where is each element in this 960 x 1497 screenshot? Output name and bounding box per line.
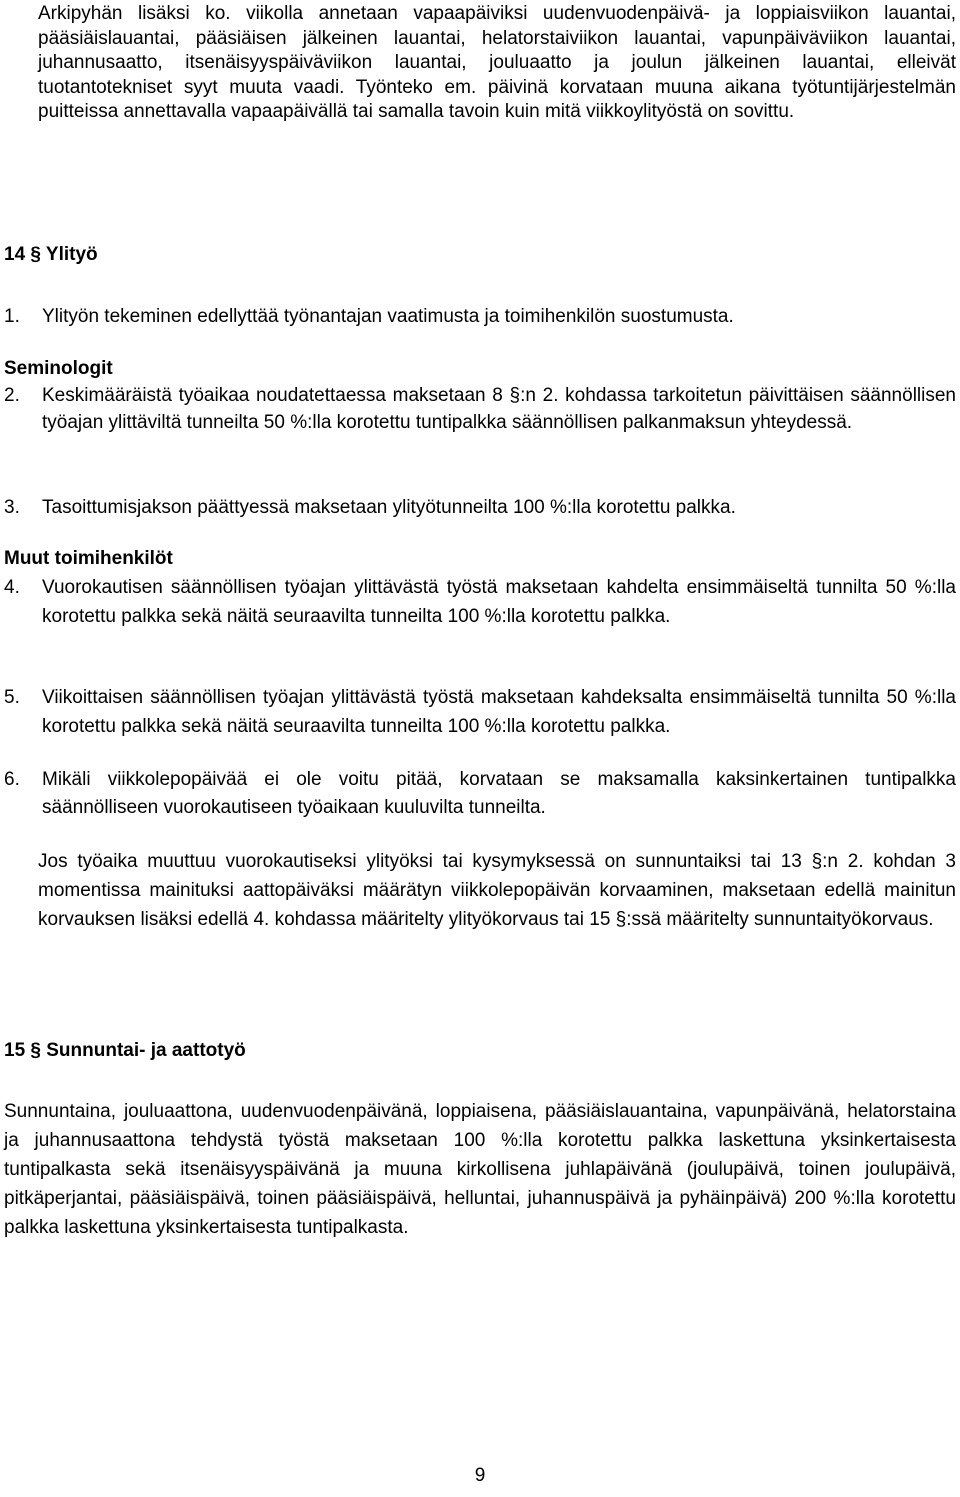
section-14-item-3: [4, 496, 956, 520]
section-14-item-4: [4, 573, 956, 631]
section-15-heading: 15 § Sunnuntai- ja aattotyö: [4, 1040, 246, 1061]
intro-paragraph: Arkipyhän lisäksi ko. viikolla annetaan vapaapäiviksi uudenvuodenpäivä- ja loppiaisviikon lauantai, pääsiäislauantai, pääsiäisen jälkeinen lauantai, helatorstaiviikon lauantai, vapunpäiväviikon lauantai, juhannusaatto, itsenäisyyspäiväviikon lauantai, jouluaatto ja joulun jälkeinen lauantai, elleivät tuotantotekniset syyt muuta vaadi. Työnteko em. päivinä korvataan muuna aikana työtuntijärjestelmän puitteissa annettavalla vapaapäivällä tai samalla tavoin kuin mitä viikkoylityöstä on sovittu.: [38, 3, 956, 123]
item-number: 3.: [4, 497, 20, 518]
section-15-paragraph: Sunnuntaina, jouluaattona, uudenvuodenpäivänä, loppiaisena, pääsiäislauantaina, vapunpäivänä, helatorstaina ja juhannusaattona tehdystä työstä maksetaan 100 %:lla korotettu palkka laskettuna yksinkertaisesta tuntipalkasta sekä itsenäisyyspäivänä ja muuna kirkollisena juhlapäivänä (joulupäivä, toinen joulupäivä, pitkäperjantai, pääsiäispäivä, toinen pääsiäispäivä, helluntai, juhannuspäivä ja pyhäinpäivä) 200 %:lla korotettu palkka laskettuna yksinkertaisesta tuntipalkasta.: [4, 1101, 956, 1238]
section-14-heading: 14 § Ylityö: [4, 244, 98, 265]
item-text: Tasoittumisjakson päättyessä maksetaan ylityötunneilta 100 %:lla korotettu palkka.: [42, 497, 736, 518]
section-14-note: Jos työaika muuttuu vuorokautiseksi ylityöksi tai kysymyksessä on sunnuntaiksi tai 13 §:n 2. kohdan 3 momentissa mainituksi aattopäiväksi määrätyn viikkolepopäivän korvaaminen, maksetaan edellä mainitun korvauksen lisäksi edellä 4. kohdassa määritelty ylityökorvaus tai 15 §:ssä määritelty sunnuntaityökorvaus.: [38, 851, 956, 930]
section-14-item-6: [4, 766, 956, 822]
item-number: 6.: [4, 769, 20, 790]
item-text: Mikäli viikkolepopäivää ei ole voitu pitää, korvataan se maksamalla kaksinkertainen tuntipalkka säännölliseen vuorokautiseen työaikaan kuuluvilta tunneilta.: [42, 769, 956, 818]
seminologit-heading: Seminologit: [4, 358, 113, 379]
item-text: Viikoittaisen säännöllisen työajan ylittävästä työstä maksetaan kahdeksalta ensimmäiseltä tunnilta 50 %:lla korotettu palkka sekä näitä seuraavilta tunneilta 100 %:lla korotettu palkka.: [42, 687, 956, 737]
item-number: 5.: [4, 687, 20, 708]
item-text: Ylityön tekeminen edellyttää työnantajan vaatimusta ja toimihenkilön suostumusta.: [42, 306, 734, 327]
page-number: 9: [474, 1465, 486, 1486]
section-14-item-5: [4, 683, 956, 741]
muut-toimihenkilot-heading: Muut toimihenkilöt: [4, 548, 173, 569]
item-text: Vuorokautisen säännöllisen työajan ylittävästä työstä maksetaan kahdelta ensimmäiseltä tunnilta 50 %:lla korotettu palkka sekä näitä seuraavilta tunneilta 100 %:lla korotettu palkka.: [42, 577, 956, 627]
section-14-item-1: [4, 305, 956, 329]
item-number: 2.: [4, 385, 20, 406]
item-number: 4.: [4, 577, 20, 598]
item-text: Keskimääräistä työaikaa noudatettaessa maksetaan 8 §:n 2. kohdassa tarkoitetun päivittäisen säännöllisen työajan ylittäviltä tunneilta 50 %:lla korotettu tuntipalkka säännöllisen palkanmaksun yhteydessä.: [42, 385, 956, 433]
section-14-item-2: [4, 382, 956, 436]
item-number: 1.: [4, 306, 20, 327]
